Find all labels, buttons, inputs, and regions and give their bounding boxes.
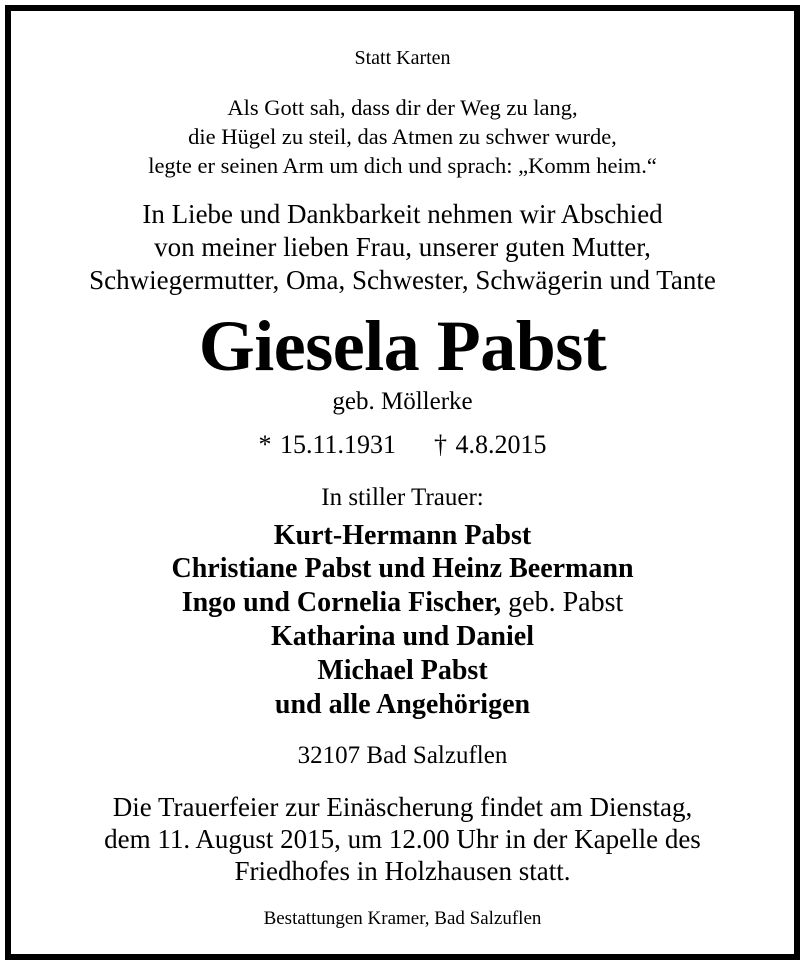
mourner-name: Kurt-Hermann Pabst	[273, 520, 532, 551]
obituary-content	[11, 11, 794, 954]
quote-line-3: legte er seinen Arm um dich und sprach: „Komm heim.“	[148, 153, 657, 178]
mourner-line	[11, 587, 794, 619]
mourner-maiden-name: geb. Pabst	[501, 587, 624, 618]
ceremony-line-1: Die Trauerfeier zur Einäscherung findet am Dienstag,	[112, 792, 693, 822]
mourner-name: und alle Angehörigen	[274, 689, 531, 720]
ceremony-line-2: dem 11. August 2015, um 12.00 Uhr in der Kapelle des	[104, 824, 701, 854]
birth-date: * 15.11.1931	[258, 430, 397, 459]
mourners-heading: In stiller Trauer:	[321, 484, 484, 511]
birth-name: geb. Möllerke	[332, 388, 473, 415]
mourner-name: Katharina und Daniel	[271, 621, 534, 652]
obituary-frame	[5, 5, 800, 960]
location-text: 32107 Bad Salzuflen	[297, 742, 508, 769]
mourner-line	[11, 621, 794, 653]
death-date: † 4.8.2015	[434, 430, 547, 459]
intro-line-3: Schwiegermutter, Oma, Schwester, Schwägerin und Tante	[89, 265, 716, 295]
quote-line-2: die Hügel zu steil, das Atmen zu schwer wurde,	[188, 124, 617, 149]
mourner-line	[11, 655, 794, 687]
intro-line-1: In Liebe und Dankbarkeit nehmen wir Abschied	[142, 199, 663, 229]
mourner-line	[11, 553, 794, 585]
mourner-line	[11, 689, 794, 721]
mourner-name: Ingo und Cornelia Fischer,	[181, 587, 502, 618]
mourner-name: Christiane Pabst und Heinz Beermann	[171, 553, 634, 584]
life-dates	[11, 430, 794, 460]
undertaker-text: Bestattungen Kramer, Bad Salzuflen	[263, 908, 542, 929]
quote-line-1: Als Gott sah, dass dir der Weg zu lang,	[227, 95, 578, 120]
mourner-line	[11, 520, 794, 552]
mourner-name: Michael Pabst	[317, 655, 488, 686]
ceremony-line-3: Friedhofes in Holzhausen statt.	[234, 856, 571, 886]
header-text: Statt Karten	[354, 47, 451, 69]
intro-line-2: von meiner lieben Frau, unserer guten Mutter,	[154, 232, 651, 262]
deceased-name: Giesela Pabst	[198, 306, 607, 386]
